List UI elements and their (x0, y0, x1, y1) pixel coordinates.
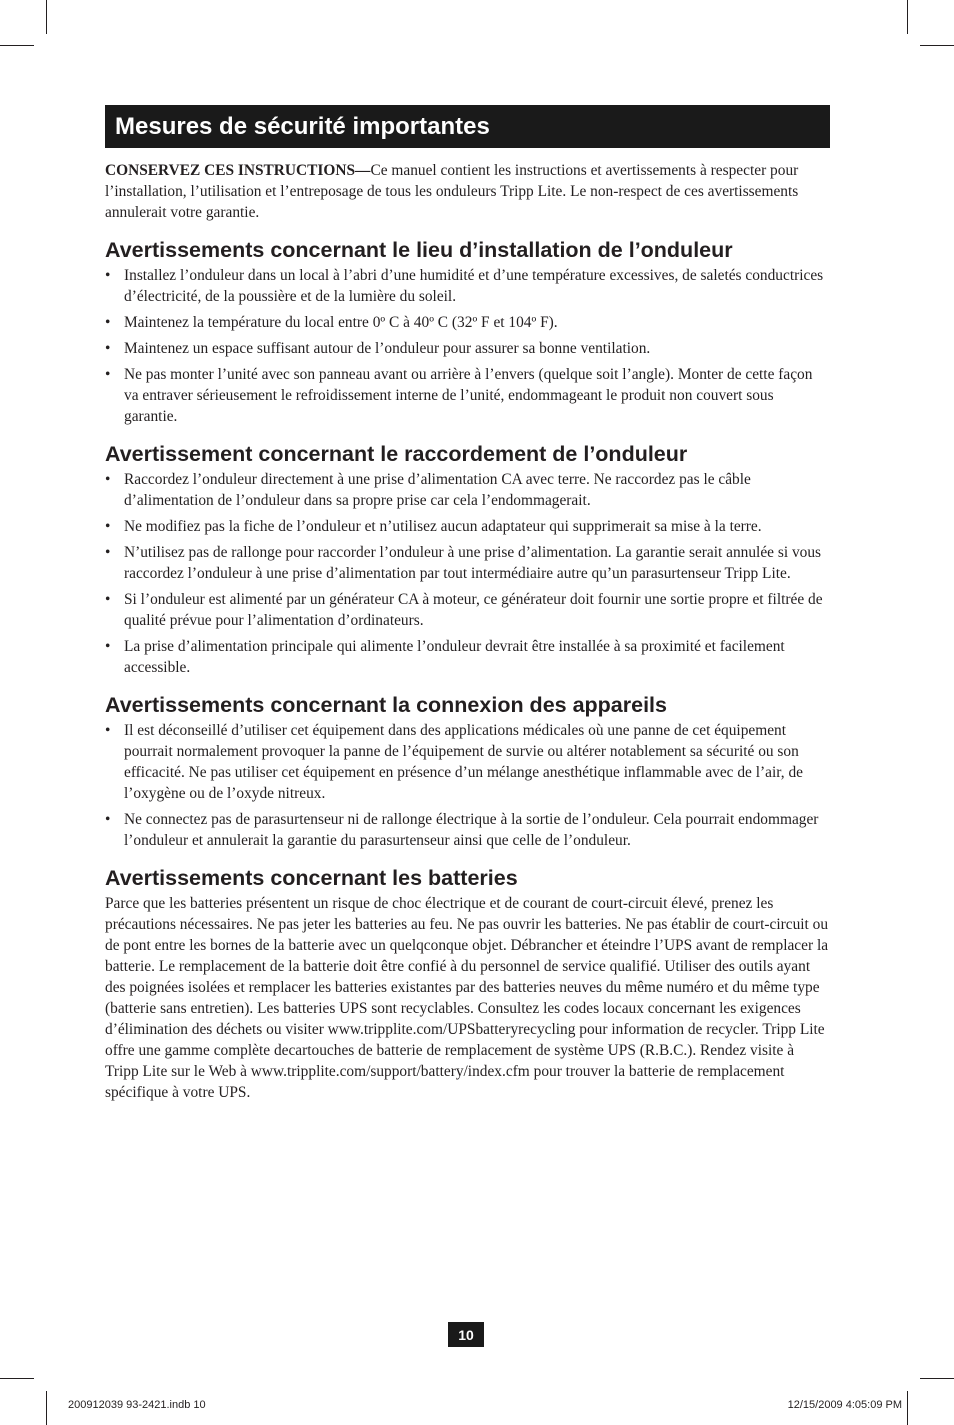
intro-text: Ce manuel contient les instructions et avertissements à respecter pour l’installation, l’utilisation et l’entreposage de tous les onduleurs Tripp Lite. Le non-respect de ces avertissements annulerait votre garantie. (105, 162, 799, 221)
list-item: • Maintenez la température du local entre 0º C à 40º C (32º F et 104º F). (105, 314, 558, 331)
bullet: • (105, 340, 111, 357)
bullet: • (105, 366, 111, 383)
list-item: • Si l’onduleur est alimenté par un générateur CA à moteur, ce générateur doit fournir une sortie propre et filtrée de qualité prévue pour l’alimentation d’ordinateurs. (105, 591, 823, 629)
bullet: • (105, 638, 111, 655)
list-item: • Il est déconseillé d’utiliser cet équipement dans des applications médicales où une panne de cet équipement pourrait normalement provoquer la panne de l’équipement de survie ou altérer notablement sa sécurité ou son efficacité. Ne pas utiliser cet équipement en présence d’un mélange anesthétique inflammable avec de l’air, de l’oxygène ou de l’oxyde nitreux. (105, 722, 803, 802)
crop-mark (0, 45, 34, 46)
list-item: • Installez l’onduleur dans un local à l’abri d’une humidité et d’une température excessives, de saletés conductrices d’électricité, de la poussière et de la lumière du soleil. (105, 267, 824, 305)
list-item: • Ne connectez pas de parasurtenseur ni de rallonge électrique à la sortie de l’onduleur. Cela pourrait endommager l’onduleur et annulerait la garantie du parasurtenseur ainsi que celle de l’onduleur. (105, 811, 819, 849)
section-heading-batteries: Avertissements concernant les batteries (105, 866, 518, 890)
section-heading-connection: Avertissement concernant le raccordement de l’onduleur (105, 442, 688, 466)
section-heading-devices: Avertissements concernant la connexion des appareils (105, 693, 667, 717)
batteries-paragraph: Parce que les batteries présentent un risque de choc électrique et de courant de court-circuit élevé, prenez les précautions nécessaires. Ne pas jeter les batteries au feu. Ne pas ouvrir les batteries. Ne pas établir de court-circuit ou de pont entre les bornes de la batterie avec un quelqconque objet. Débrancher et éteindre l’UPS avant de remplacer la batterie. Le remplacement de la batterie doit être confié à du personnel de service qualifié. Utiliser des outils ayant des poignées isolées et remplacer les batteries existantes par des batteries neuves du même numéro et du même type (batterie sans entretien). Les batteries UPS sont recyclables. Consultez les codes locaux concernant les exigences d’élimination des déchets ou visiter www.tripplite.com/UPSbatteryrecycling pour information de recycler. Tripp Lite offre une gamme complète decartouches de batterie de remplacement de système UPS (R.B.C.). Rendez visite à Tripp Lite sur le Web à www.tripplite.com/support/battery/index.cfm pour trouver la batterie de remplacement spécifique à votre UPS. (105, 895, 829, 1101)
print-slug-date: 12/15/2009 4:05:09 PM (787, 1399, 902, 1411)
bullet: • (105, 811, 111, 828)
crop-mark (907, 0, 908, 34)
bullet: • (105, 267, 111, 284)
section-heading-installation: Avertissements concernant le lieu d’installation de l’onduleur (105, 238, 733, 262)
crop-mark (0, 1378, 34, 1379)
list-item: • La prise d’alimentation principale qui alimente l’onduleur devrait être installée à sa proximité et facilement accessible. (105, 638, 785, 676)
list-item: • Maintenez un espace suffisant autour de l’onduleur pour assurer sa bonne ventilation. (105, 340, 651, 357)
bullet: • (105, 591, 111, 608)
installation-list (105, 265, 830, 427)
bullet: • (105, 471, 111, 488)
crop-mark (46, 1391, 47, 1425)
bullet: • (105, 544, 111, 561)
document-body (105, 160, 830, 1103)
bullet: • (105, 722, 111, 739)
connection-list (105, 469, 830, 678)
list-item: • Ne modifiez pas la fiche de l’onduleur et n’utilisez aucun adaptateur qui supprimerait sa mise à la terre. (105, 518, 762, 535)
print-slug-file: 200912039 93-2421.indb 10 (68, 1399, 206, 1411)
page-number: 10 (448, 1322, 484, 1347)
page-title-bar (105, 105, 830, 148)
intro-paragraph (105, 160, 830, 223)
crop-mark (920, 45, 954, 46)
crop-mark (920, 1378, 954, 1379)
crop-mark (46, 0, 47, 34)
devices-list (105, 720, 830, 851)
crop-mark (907, 1391, 908, 1425)
bullet: • (105, 314, 111, 331)
bullet: • (105, 518, 111, 535)
list-item: • Raccordez l’onduleur directement à une prise d’alimentation CA avec terre. Ne raccordez pas le câble d’alimentation de l’onduleur dans sa propre prise car cela l’endommagerait. (105, 471, 751, 509)
list-item: • Ne pas monter l’unité avec son panneau avant ou arrière à l’envers (quelque soit l’angle). Monter de cette façon va entraver sérieusement le refroidissement interne de l’unité, endommageant le produit non couvert sous garantie. (105, 366, 813, 425)
page-title: Mesures de sécurité importantes (115, 112, 490, 140)
intro-lead: CONSERVEZ CES INSTRUCTIONS— (105, 162, 371, 179)
list-item: • N’utilisez pas de rallonge pour raccorder l’onduleur à une prise d’alimentation. La garantie serait annulée si vous raccordez l’onduleur à une prise d’alimentation par tout intermédiaire autre qu’un parasurtenseur Tripp Lite. (105, 544, 822, 582)
